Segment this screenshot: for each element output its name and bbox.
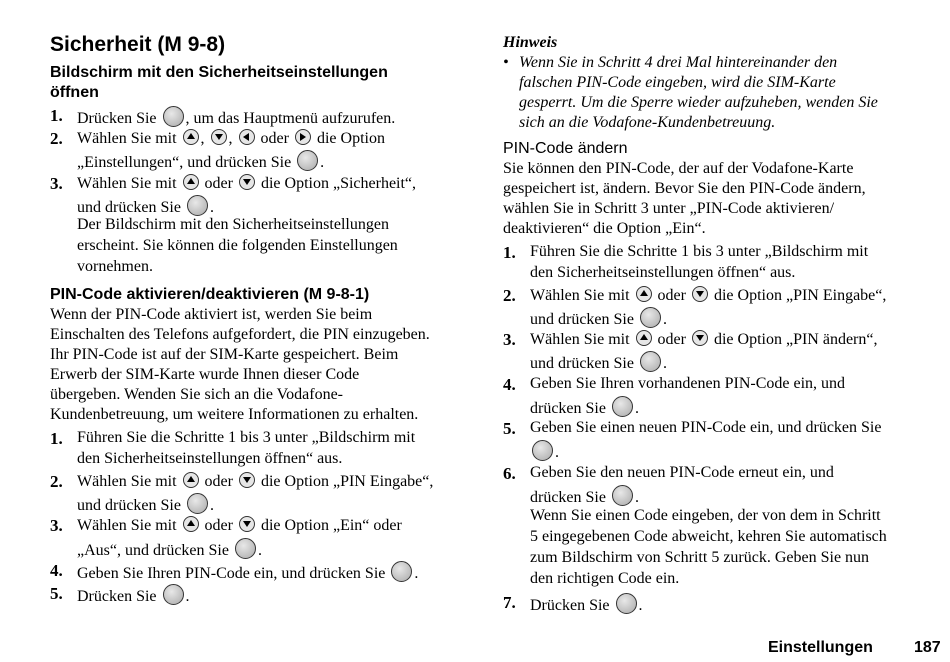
left-key-icon [239, 129, 255, 145]
up-key-icon [636, 286, 652, 302]
section-heading-screen-l1: Bildschirm mit den Sicherheitseinstellungen [50, 64, 388, 81]
section-heading-pin-toggle: PIN-Code aktivieren/deaktivieren (M 9-8-1) [50, 286, 370, 303]
step-text: und drücken Sie . [77, 493, 214, 515]
down-key-icon [211, 129, 227, 145]
section-heading-pin-change: PIN-Code ändern [503, 140, 628, 157]
step-number: 3. [503, 330, 516, 349]
step-number: 3. [50, 516, 63, 535]
hint-line: gesperrt. Um die Sperre wieder aufzuheben, wenden Sie [519, 94, 878, 111]
step-number: 5. [503, 419, 516, 438]
down-key-icon [239, 472, 255, 488]
step-text: Wählen Sie mit oder die Option „Sicherheit“, [77, 175, 417, 192]
step-text: Wählen Sie mit oder die Option „PIN ändern“, [530, 331, 878, 348]
step-text: Wählen Sie mit oder die Option „Ein“ oder [77, 517, 402, 534]
step-text: 5 eingegebenen Code abweicht, kehren Sie automatisch [530, 528, 887, 545]
step-text: Der Bildschirm mit den Sicherheitseinstellungen [77, 216, 389, 233]
up-key-icon [183, 174, 199, 190]
paragraph-line: Kundenbetreuung, um weitere Informationen zu erhalten. [50, 406, 419, 423]
center-key-icon [616, 593, 637, 614]
paragraph-line: übergeben. Wenden Sie sich an die Vodafone- [50, 386, 344, 403]
step-text: Drücken Sie . [530, 593, 643, 615]
step-text: Geben Sie den neuen PIN-Code erneut ein, und [530, 464, 834, 481]
center-key-icon [612, 396, 633, 417]
step-number: 2. [50, 129, 63, 148]
hint-line: Wenn Sie in Schritt 4 drei Mal hintereinander den [519, 54, 838, 71]
step-text: Wählen Sie mit oder die Option „PIN Eingabe“, [530, 287, 887, 304]
step-text: Führen Sie die Schritte 1 bis 3 unter „Bildschirm mit [530, 243, 869, 260]
hint-bullet: • [503, 54, 509, 71]
step-text: Wenn Sie einen Code eingeben, der von dem in Schritt [530, 507, 881, 524]
step-number: 7. [503, 593, 516, 612]
down-key-icon [692, 286, 708, 302]
paragraph-line: gespeichert ist, ändern. Bevor Sie den PIN-Code ändern, [503, 180, 866, 197]
step-text: und drücken Sie . [77, 195, 214, 217]
step-text: den Sicherheitseinstellungen öffnen“ aus. [77, 450, 343, 467]
step-number: 6. [503, 464, 516, 483]
paragraph-line: deaktivieren“ die Option „Ein“. [503, 220, 706, 237]
step-text: Wählen Sie mit oder die Option „PIN Eingabe“, [77, 473, 434, 490]
up-key-icon [183, 472, 199, 488]
step-number: 1. [50, 106, 63, 125]
hint-line: falschen PIN-Code eingeben, wird die SIM-Karte [519, 74, 836, 91]
up-key-icon [183, 516, 199, 532]
step-text: zum Bildschirm von Schritt 5 zurück. Geben Sie nun [530, 549, 870, 566]
down-key-icon [239, 174, 255, 190]
step-text: Geben Sie Ihren PIN-Code ein, und drücken Sie . [77, 561, 418, 583]
center-key-icon [612, 485, 633, 506]
step-text: und drücken Sie . [530, 307, 667, 329]
footer-section-title: Einstellungen [768, 639, 873, 656]
step-text: erscheint. Sie können die folgenden Einstellungen [77, 237, 398, 254]
step-text: Geben Sie einen neuen PIN-Code ein, und drücken Sie [530, 419, 882, 436]
step-text: Geben Sie Ihren vorhandenen PIN-Code ein, und [530, 375, 846, 392]
up-key-icon [183, 129, 199, 145]
step-text: den richtigen Code ein. [530, 570, 680, 587]
step-number: 5. [50, 584, 63, 603]
center-key-icon [235, 538, 256, 559]
step-number: 2. [50, 472, 63, 491]
paragraph-line: Sie können den PIN-Code, der auf der Vodafone-Karte [503, 160, 854, 177]
step-text: Drücken Sie . [77, 584, 190, 606]
center-key-icon [532, 440, 553, 461]
paragraph-line: Erwerb der SIM-Karte wurde Ihnen dieser Code [50, 366, 360, 383]
hint-title: Hinweis [503, 34, 558, 51]
step-text: Drücken Sie , um das Hauptmenü aufzurufen. [77, 106, 395, 128]
step-text: . [530, 440, 559, 462]
step-text: Wählen Sie mit , , oder die Option [77, 130, 385, 147]
step-text: „Einstellungen“, und drücken Sie . [77, 150, 324, 172]
right-key-icon [295, 129, 311, 145]
step-number: 2. [503, 286, 516, 305]
center-key-icon [187, 195, 208, 216]
step-number: 3. [50, 174, 63, 193]
hint-line: sich an die Vodafone-Kundenbetreuung. [519, 114, 776, 131]
step-text: „Aus“, und drücken Sie . [77, 538, 262, 560]
step-number: 1. [503, 243, 516, 262]
up-key-icon [636, 330, 652, 346]
step-number: 1. [50, 429, 63, 448]
step-text: und drücken Sie . [530, 351, 667, 373]
paragraph-line: Ihr PIN-Code ist auf der SIM-Karte gespeichert. Beim [50, 346, 399, 363]
center-key-icon [640, 351, 661, 372]
step-text: den Sicherheitseinstellungen öffnen“ aus. [530, 264, 796, 281]
down-key-icon [692, 330, 708, 346]
step-text: drücken Sie . [530, 396, 639, 418]
step-text: vornehmen. [77, 258, 153, 275]
center-key-icon [163, 584, 184, 605]
paragraph-line: Einschalten des Telefons aufgefordert, die PIN einzugeben. [50, 326, 430, 343]
page-number: 187 [914, 639, 941, 656]
down-key-icon [239, 516, 255, 532]
step-text: drücken Sie . [530, 485, 639, 507]
center-key-icon [187, 493, 208, 514]
center-key-icon [163, 106, 184, 127]
step-number: 4. [50, 561, 63, 580]
section-heading-screen-l2: öffnen [50, 84, 99, 101]
paragraph-line: wählen Sie in Schritt 3 unter „PIN-Code aktivieren/ [503, 200, 835, 217]
center-key-icon [391, 561, 412, 582]
step-number: 4. [503, 375, 516, 394]
center-key-icon [640, 307, 661, 328]
paragraph-line: Wenn der PIN-Code aktiviert ist, werden Sie beim [50, 306, 373, 323]
page-title: Sicherheit (M 9-8) [50, 33, 226, 56]
center-key-icon [297, 150, 318, 171]
step-text: Führen Sie die Schritte 1 bis 3 unter „Bildschirm mit [77, 429, 416, 446]
